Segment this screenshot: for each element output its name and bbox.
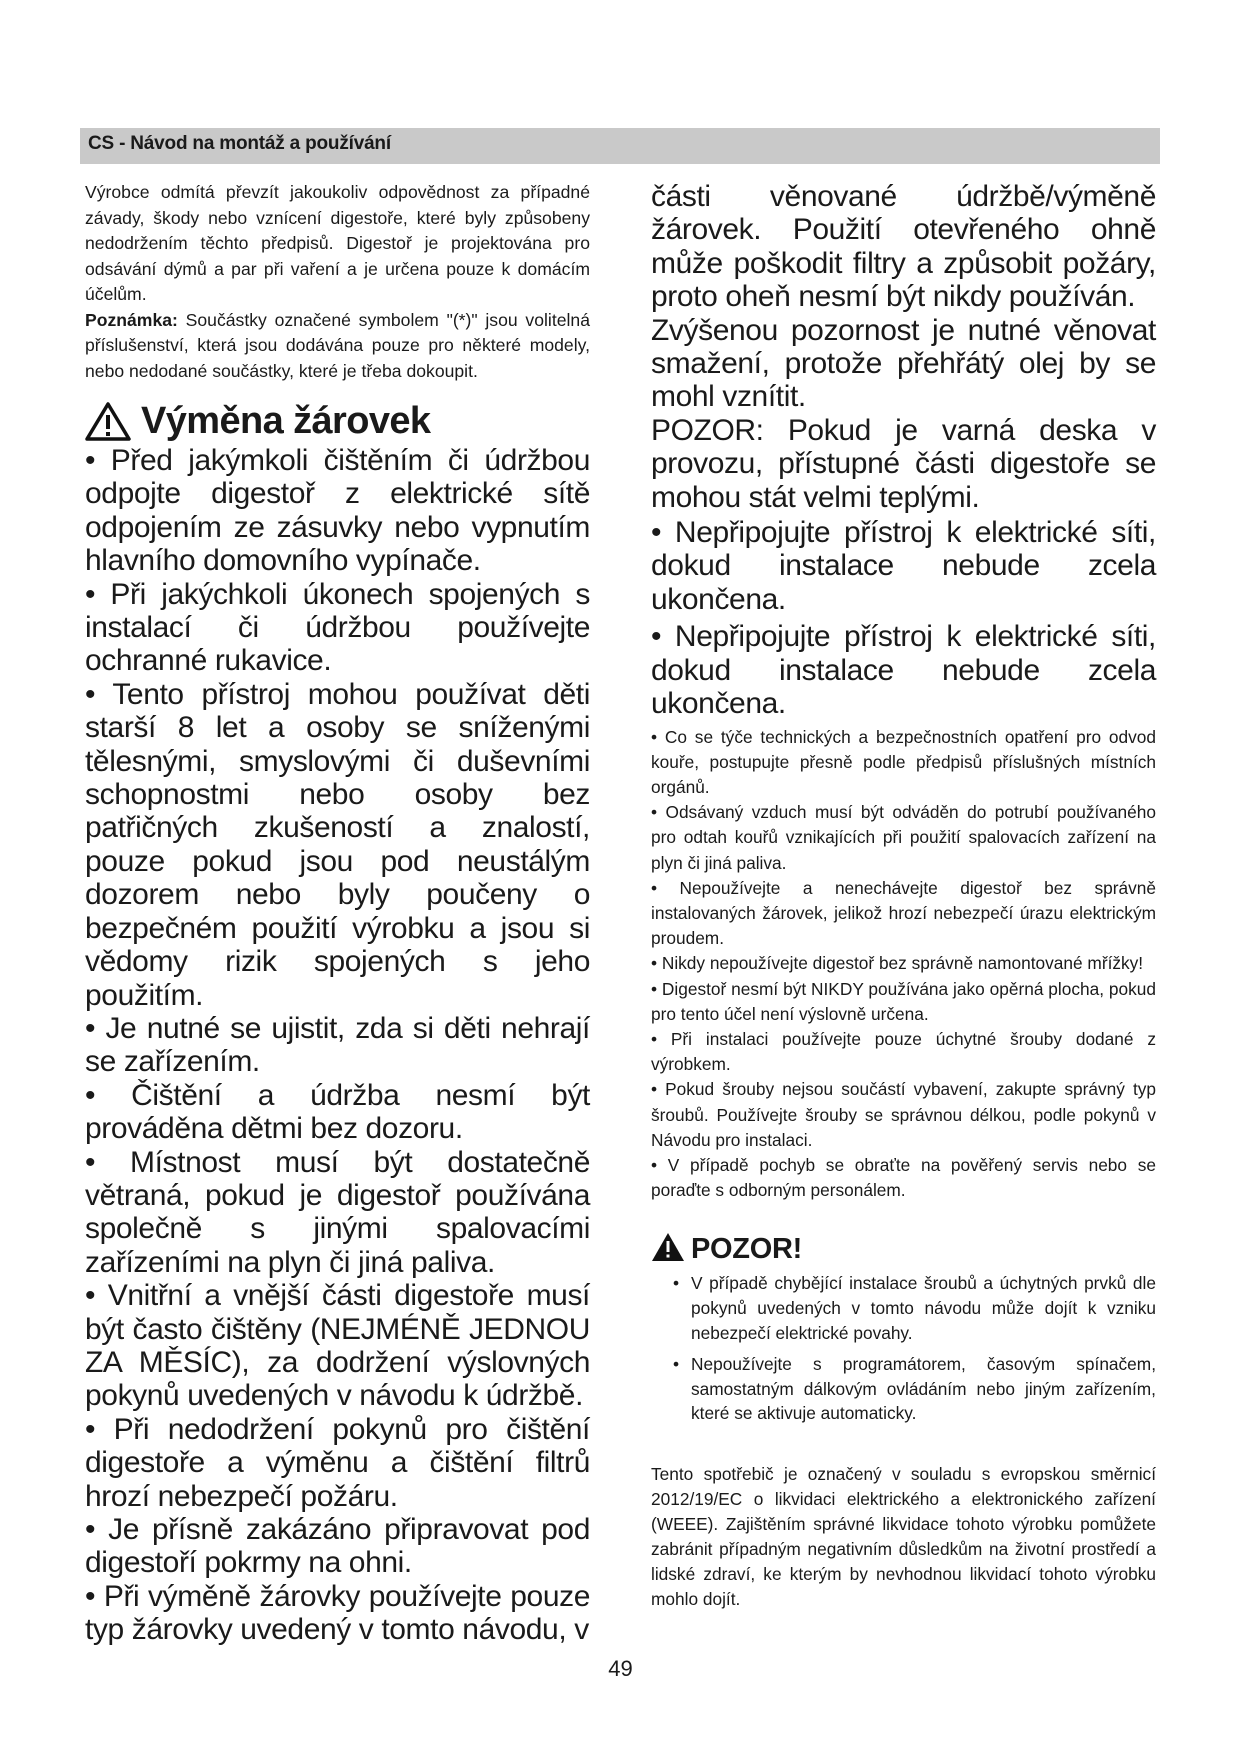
page-number: 49 — [608, 1656, 633, 1681]
left-paragraphs — [85, 444, 590, 1647]
disclaimer-paragraph: Výrobce odmítá převzít jakoukoliv odpovědnost za případné závady, škody nebo vznícení digestoře, které byly způsobeny nedodržením těchto předpisů. Digestoř je projektována pro odsávání dýmů a par při vaření a je určena pouze k domácím účelům. — [85, 182, 590, 304]
note-paragraph — [85, 308, 590, 385]
section-header-bar — [80, 128, 1160, 164]
note-label: Poznámka: — [85, 309, 178, 330]
left-paragraph: • Tento přístroj mohou používat děti starší 8 let a osoby se sníženými tělesnými, smyslovými či duševními schopnostmi nebo osoby bez patřičných zkušeností a znalostí, pouze pokud jsou pod neustálým dozorem nebo byly poučeny o bezpečném použití výrobku a jsou si vědomy rizik spojených s jeho použitím. — [85, 677, 590, 1012]
right-big-paragraph: • Nepřipojujte přístroj k elektrické síti, dokud instalace nebude zcela ukončena. — [651, 620, 1156, 721]
left-paragraph: • Při výměně žárovky používejte pouze typ žárovky uvedený v tomto návodu, v — [85, 1579, 590, 1647]
right-small-paragraphs — [651, 725, 1156, 1204]
right-small-paragraph: • Co se týče technických a bezpečnostních opatření pro odvod kouře, postupujte přesně podle předpisů příslušných místních orgánů. — [651, 726, 1156, 797]
note-text: Součástky označené symbolem "(*)" jsou volitelná příslušenství, která jsou dodávána pouze pro některé modely, nebo nedodané součástky, které je třeba dokoupit. — [85, 309, 590, 381]
right-big-paragraph: části věnované údržbě/výměně žárovek. Použití otevřeného ohně může poškodit filtry a způsobit požáry, proto oheň nesmí být nikdy používán. — [651, 180, 1156, 314]
left-paragraph: • Při nedodržení pokynů pro čištění digestoře a výměnu a čištění filtrů hrozí nebezpečí požáru. — [85, 1412, 590, 1513]
left-paragraph: • Při jakýchkoli úkonech spojených s instalací či údržbou používejte ochranné rukavice. — [85, 577, 590, 678]
section-title: Výměna žárovek — [141, 399, 431, 442]
left-paragraph: • Čištění a údržba nesmí být prováděna dětmi bez dozoru. — [85, 1078, 590, 1146]
left-paragraph: • Je přísně zakázáno připravovat pod digestoří pokrmy na ohni. — [85, 1513, 590, 1580]
pozor-item: • V případě chybějící instalace šroubů a úchytných prvků dle pokynů uvedených v tomto návodu může dojít k vzniku nebezpečí elektrické povahy. — [691, 1271, 1156, 1345]
pozor-list — [651, 1271, 1156, 1426]
right-small-paragraph: • Digestoř nesmí být NIKDY používána jako opěrná plocha, pokud pro tento účel není výslovně určena. — [651, 978, 1156, 1024]
left-paragraph: • Je nutné se ujistit, zda si děti nehrají se zařízením. — [85, 1011, 590, 1079]
left-column — [85, 180, 590, 1647]
right-small-paragraph: • Nepoužívejte a nenechávejte digestoř bez správně instalovaných žárovek, jelikož hrozí nebezpečí úrazu elektrickým proudem. — [651, 877, 1156, 949]
right-small-paragraph: • Nikdy nepoužívejte digestoř bez správně namontované mřížky! — [651, 953, 1144, 974]
right-big-paragraph: POZOR: Pokud je varná deska v provozu, přístupné části digestoře se mohou stát velmi teplými. — [651, 413, 1156, 514]
right-column — [651, 180, 1156, 1629]
intro-block — [85, 180, 590, 384]
left-paragraph: • Před jakýmkoli čištěním či údržbou odpojte digestoř z elektrické sítě odpojením ze zásuvky nebo vypnutím hlavního domovního vypínače. — [85, 444, 590, 578]
right-small-paragraph: • Při instalaci používejte pouze úchytné šrouby dodané z výrobkem. — [651, 1028, 1156, 1075]
right-big-paragraphs — [651, 180, 1156, 721]
weee-paragraph: Tento spotřebič je označený v souladu s evropskou směrnicí 2012/19/EC o likvidaci elektrického a elektronického zařízení (WEEE). Zajištěním správné likvidace tohoto výrobku pomůžete zabránit případným negativním důsledkům na životní prostředí a lidské zdraví, ke kterým by nevhodnou likvidací tohoto výrobku mohlo dojít. — [651, 1464, 1156, 1610]
pozor-heading — [651, 1231, 1156, 1267]
section-heading — [85, 398, 590, 444]
pozor-title: POZOR! — [691, 1232, 802, 1265]
pozor-item: • Nepoužívejte s programátorem, časovým spínačem, samostatným dálkovým ovládáním nebo jiným zařízením, které se aktivuje automaticky. — [691, 1352, 1156, 1426]
right-big-paragraph: Zvýšenou pozornost je nutné věnovat smažení, protože přehřátý olej by se mohl vznítit. — [651, 313, 1156, 414]
header-title: CS - Návod na montáž a používání — [88, 133, 391, 154]
warning-triangle-filled-icon — [651, 1232, 685, 1267]
right-big-paragraph: • Nepřipojujte přístroj k elektrické síti, dokud instalace nebude zcela ukončena. — [651, 516, 1156, 616]
right-small-paragraph: • Pokud šrouby nejsou součástí vybavení, zakupte správný typ šroubů. Používejte šrouby se správnou délkou, podle pokynů v Návodu pro instalaci. — [651, 1079, 1156, 1150]
right-small-paragraph: • Odsávaný vzduch musí být odváděn do potrubí používaného pro odtah kouřů vznikajících při použití spalovacích zařízení na plyn či jiná paliva. — [651, 802, 1156, 873]
right-small-paragraph: • V případě pochyb se obraťte na pověřený servis nebo se poraďte s odborným personálem. — [651, 1154, 1156, 1201]
left-paragraph: • Místnost musí být dostatečně větraná, pokud je digestoř používána společně s jinými spalovacími zařízeními na plyn či jiná paliva. — [85, 1145, 590, 1279]
left-paragraph: • Vnitřní a vnější části digestoře musí být často čištěny (NEJMÉNĚ JEDNOU ZA MĚSÍC), za dodržení výslovných pokynů uvedených v návodu k údržbě. — [85, 1279, 590, 1413]
warning-triangle-icon — [85, 401, 131, 441]
